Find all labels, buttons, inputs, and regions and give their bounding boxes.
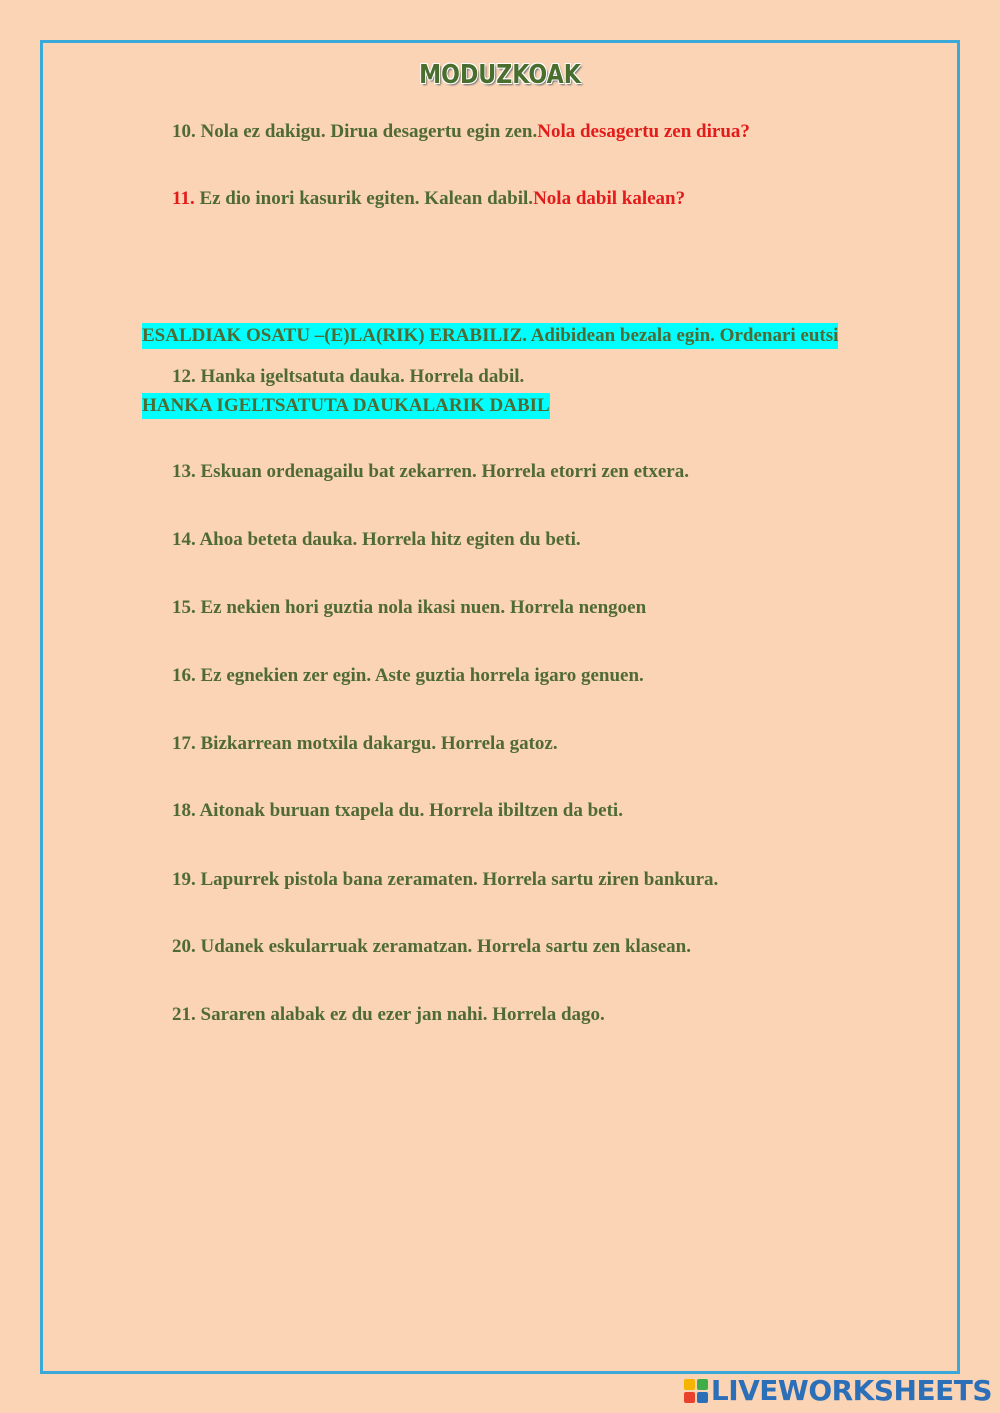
exercise-item-18: 18. Aitonak buruan txapela du. Horrela ibiltzen da beti. bbox=[172, 800, 623, 821]
item-answer: Nola dabil kalean? bbox=[533, 188, 686, 209]
example-answer: HANKA IGELTSATUTA DAUKALARIK DABIL bbox=[142, 393, 550, 419]
item-number: 10. bbox=[172, 121, 196, 142]
page-title: MODUZKOAK bbox=[419, 60, 581, 90]
item-number: 11. bbox=[172, 188, 195, 209]
exercise-item-16: 16. Ez egnekien zer egin. Aste guztia horrela igaro genuen. bbox=[172, 665, 644, 686]
exercise-item-11 bbox=[172, 188, 685, 210]
exercise-item-21: 21. Sararen alabak ez du ezer jan nahi. Horrela dago. bbox=[172, 1004, 605, 1025]
exercise-item-17: 17. Bizkarrean motxila dakargu. Horrela gatoz. bbox=[172, 733, 558, 754]
exercise-item-13: 13. Eskuan ordenagailu bat zekarren. Horrela etorri zen etxera. bbox=[172, 461, 689, 482]
item-answer: Nola desagertu zen dirua? bbox=[537, 121, 750, 142]
liveworksheets-logo bbox=[684, 1374, 992, 1407]
exercise-item-20: 20. Udanek eskularruak zeramatzan. Horrela sartu zen klasean. bbox=[172, 936, 691, 957]
exercise-item-10 bbox=[172, 121, 750, 143]
item-text: Nola ez dakigu. Dirua desagertu egin zen. bbox=[195, 121, 538, 142]
logo-text: LIVEWORKSHEETS bbox=[710, 1374, 992, 1407]
item-text: Ez dio inori kasurik egiten. Kalean dabil. bbox=[194, 188, 534, 209]
page-frame bbox=[40, 40, 960, 1374]
exercise-item-19: 19. Lapurrek pistola bana zeramaten. Horrela sartu ziren bankura. bbox=[172, 869, 719, 890]
exercise-item-15: 15. Ez nekien hori guztia nola ikasi nuen. Horrela nengoen bbox=[172, 597, 647, 618]
example-sentence: 12. Hanka igeltsatuta dauka. Horrela dabil. bbox=[172, 366, 525, 387]
logo-mark-icon bbox=[684, 1379, 708, 1403]
instruction-banner: ESALDIAK OSATU –(E)LA(RIK) ERABILIZ. Adibidean bezala egin. Ordenari eutsi bbox=[142, 323, 838, 349]
exercise-item-14: 14. Ahoa beteta dauka. Horrela hitz egiten du beti. bbox=[172, 529, 581, 550]
